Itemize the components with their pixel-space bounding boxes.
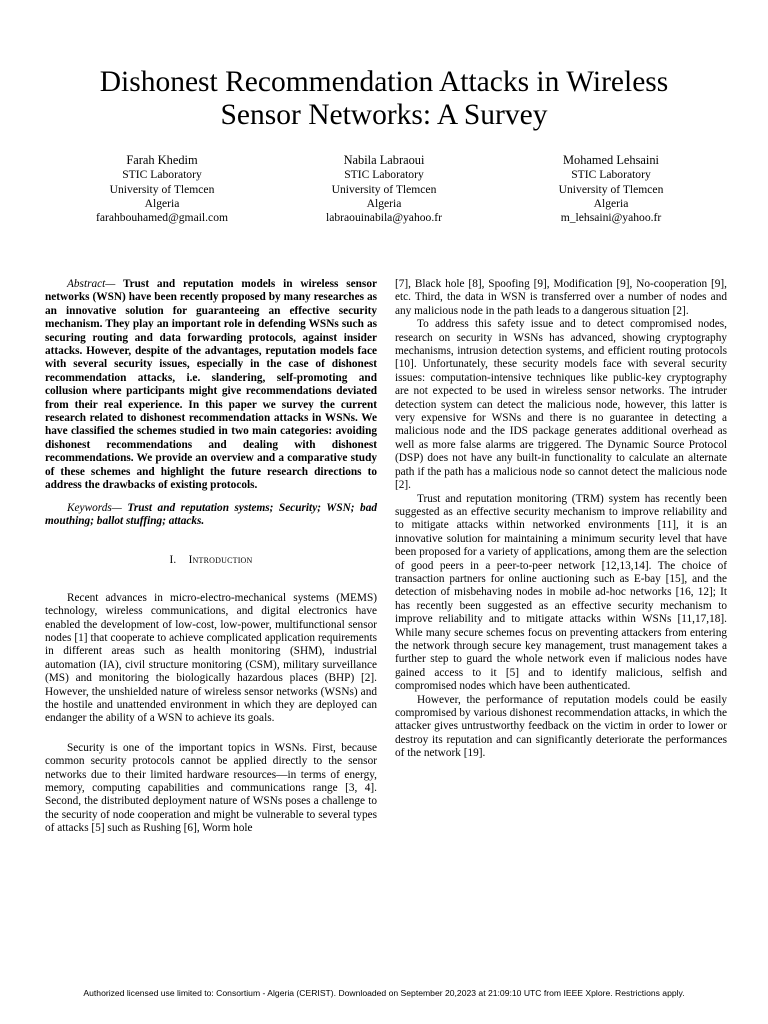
author-email[interactable]: farahbouhamed@gmail.com bbox=[95, 211, 229, 225]
section-number: I. bbox=[169, 554, 177, 567]
intro-paragraph: Recent advances in micro-electro-mechanical systems (MEMS) technology, wireless communications, and digital electronics have enabled the development of low-cost, low-power, multifunctional sensor nodes [1] that cooperate to achieve complicated application requirements in different areas such as health monitoring (SHM), industrial automation (IA), civil structure monitoring (CSM), military surveillance (MS) and monitoring the biologically hazardous places (BHP) [2]. However, the unshielded nature of wireless sensor networks (WSNs) and the hostile and unattended environment in which they are deployed can endanger the ability of a WSN to achieve its goals. bbox=[45, 591, 377, 725]
author-country: Algeria bbox=[366, 196, 402, 210]
author-name: Nabila Labraoui bbox=[343, 153, 425, 167]
keywords-text: Trust and reputation systems; Security; WSN; bad mouthing; ballot stuffing; attacks. bbox=[45, 501, 377, 527]
author-university: University of Tlemcen bbox=[109, 182, 215, 196]
author-country: Algeria bbox=[593, 196, 629, 210]
author-lab: STIC Laboratory bbox=[122, 168, 202, 182]
author-name: Mohamed Lehsaini bbox=[562, 153, 659, 167]
paper-title-line-1: Dishonest Recommendation Attacks in Wireless bbox=[99, 66, 669, 98]
body-paragraph: However, the performance of reputation models could be easily compromised by various dishonest recommendation attacks, in which the attacker gives untrustworthy feedback on the victim in order to lower or destroy its reputation and can significantly deteriorate the performances of the network [19]. bbox=[395, 693, 727, 760]
license-footer: Authorized licensed use limited to: Consortium - Algeria (CERIST). Downloaded on September 20,2023 at 21:09:10 UTC from IEEE Xplore. Restrictions apply. bbox=[83, 988, 685, 998]
section-heading-introduction bbox=[45, 554, 377, 567]
keywords bbox=[45, 502, 377, 529]
body-paragraph: To address this safety issue and to detect compromised nodes, research on security in WSNs has advanced, showing cryptography mechanisms, intrusion detection systems, and efficient routing protocols [10]. Unfortunately, these security models face with several security issues: computation-intensive techniques like public-key cryptography are not expected to be used in wireless sensor networks. The intruder detection system can detect the malicious node, however, this latter is very expensive for WSNs and there is no guarantee in detecting a malicious node and the IDS package generates additional overhead as well as more false alarms are triggered. The Dynamic Source Protocol (DSP) does not have any built-in functionality to calculate an alternate path if the path has a malicious node so cannot detect the malicious node [2]. bbox=[395, 318, 727, 492]
right-column bbox=[395, 278, 727, 761]
author-block-3 bbox=[496, 153, 726, 225]
left-column bbox=[45, 278, 377, 836]
section-title: Introduction bbox=[188, 554, 253, 567]
author-block-2 bbox=[269, 153, 499, 225]
author-country: Algeria bbox=[144, 196, 180, 210]
author-university: University of Tlemcen bbox=[558, 182, 664, 196]
author-name: Farah Khedim bbox=[126, 153, 198, 167]
author-email[interactable]: m_lehsaini@yahoo.fr bbox=[560, 211, 662, 225]
author-block-1 bbox=[47, 153, 277, 225]
author-lab: STIC Laboratory bbox=[571, 168, 651, 182]
paper-title-line-2: Sensor Networks: A Survey bbox=[220, 99, 548, 131]
author-lab: STIC Laboratory bbox=[344, 168, 424, 182]
paper-title bbox=[40, 66, 728, 132]
body-paragraph: Trust and reputation monitoring (TRM) system has recently been suggested as an effective security mechanism to improve reliability and to mitigate attacks within networked environments [11], it is an innovative solution for maintaining a minimum security level that have been proposed for a variety of applications, among them are the selection of good peers in a peer-to-peer network [12,13,14]. The choice of transaction partners for online auctioning such as E-bay [15], and the detection of misbehaving nodes in mobile ad-hoc networks [16, 12]; It has recently been suggested as an effective security mechanism to improve reliability and to mitigate attacks within WSNs [11,17,18]. While many secure schemes focus on preventing attackers from entering the network through secure key management, trust management takes a further step to guard the whole network even if malicious nodes have gained access to it [5] and to identify malicious, selfish and compromised nodes which have been authenticated. bbox=[395, 492, 727, 693]
keywords-label: Keywords— bbox=[67, 501, 122, 514]
author-university: University of Tlemcen bbox=[331, 182, 437, 196]
intro-paragraph: Security is one of the important topics in WSNs. First, because common security protocols cannot be applied directly to the sensor networks due to their limited hardware resources—in terms of energy, memory, computing capabilities and communications range [3, 4]. Second, the distributed deployment nature of WSNs poses a challenge to the security of node cooperation and might be vulnerable to several types of attacks [5] such as Rushing [6], Worm hole bbox=[45, 741, 377, 835]
abstract-label: Abstract— bbox=[67, 278, 116, 290]
body-paragraph: [7], Black hole [8], Spoofing [9], Modification [9], No-cooperation [9], etc. Third, the data in WSN is transferred over a number of nodes and any malicious node in the path leads to a dangerous situation [2]. bbox=[395, 278, 727, 317]
author-email[interactable]: labraouinabila@yahoo.fr bbox=[326, 211, 442, 225]
abstract bbox=[45, 278, 377, 493]
abstract-text: Trust and reputation models in wireless sensor networks (WSN) have been recently proposed by many researches as an innovative solution for guaranteeing an effective security mechanism. They play an important role in defending WSNs such as securing routing and data forwarding protocols, against insider attacks. However, despite of the advantages, reputation models face with several security issues, especially in the case of dishonest recommendation attacks, i.e. slandering, self-promoting and collusion where participants might give recommendations deviated from their real experience. In this paper we survey the current research related to dishonest recommendation attacks in WSNs. We have classified the schemes studied in two main categories: avoiding dishonest recommendations and dealing with dishonest recommendations. We provide an overview and a comparative study of these schemes and highlight the future research directions to address the drawbacks of existing protocols. bbox=[45, 278, 377, 492]
